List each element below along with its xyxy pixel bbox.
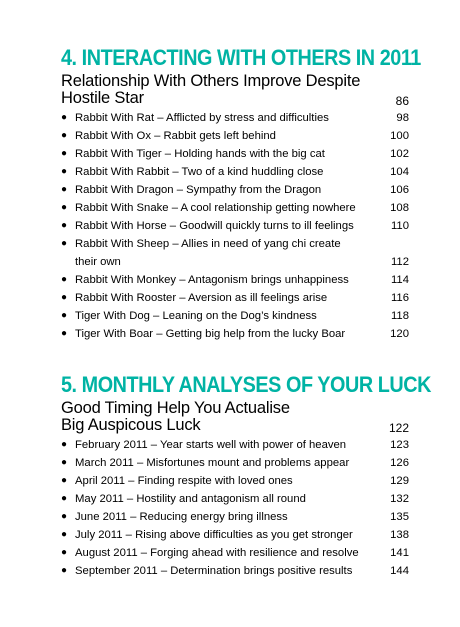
toc-entry [61, 325, 409, 343]
entry-title: February 2011 – Year starts well with power of heaven [75, 439, 347, 451]
toc-entry [61, 235, 409, 271]
toc-entry [61, 217, 409, 235]
entry-page-number: 98 [396, 112, 409, 124]
entry-page-number: 120 [390, 328, 409, 340]
entry-title: Rabbit With Dragon – Sympathy from the Dragon [75, 184, 322, 196]
toc-entry [61, 127, 409, 145]
entry-title: Rabbit With Horse – Goodwill quickly turns to ill feelings [75, 220, 354, 232]
entry-page-number: 144 [390, 565, 409, 577]
subtitle-line: Hostile Star [61, 89, 144, 107]
entry-page-number: 135 [390, 511, 409, 523]
entry-page-number: 129 [390, 475, 409, 487]
bullet-icon: ● [61, 148, 68, 159]
bullet-icon: ● [61, 184, 68, 195]
entry-page-number: 102 [390, 148, 409, 160]
entry-title: Tiger With Dog – Leaning on the Dog’s kindness [75, 310, 317, 322]
section-subtitle [61, 73, 409, 107]
toc-entry [61, 544, 409, 562]
entry-page-number: 110 [390, 220, 409, 232]
bullet-icon: ● [61, 310, 68, 321]
subtitle-line: Big Auspicous Luck [61, 416, 201, 434]
entry-page-number: 118 [390, 310, 409, 322]
bullet-icon: ● [61, 202, 68, 213]
entry-title: July 2011 – Rising above difficulties as you get stronger [75, 529, 353, 541]
bullet-icon: ● [61, 475, 68, 486]
entry-page-number: 123 [390, 439, 409, 451]
subtitle-line: Good Timing Help You Actualise [61, 399, 290, 417]
entry-title: April 2011 – Finding respite with loved ones [75, 475, 293, 487]
entry-title: Rabbit With Ox – Rabbit gets left behind [75, 130, 276, 142]
bullet-icon: ● [61, 238, 68, 249]
bullet-icon: ● [61, 292, 68, 303]
bullet-icon: ● [61, 328, 68, 339]
entry-page-number: 116 [390, 292, 409, 304]
toc-entry [61, 562, 409, 580]
bullet-icon: ● [61, 547, 68, 558]
entry-page-number: 138 [390, 529, 409, 541]
subtitle-page-number: 86 [395, 94, 409, 108]
entry-page-number: 100 [390, 130, 409, 142]
bullet-icon: ● [61, 529, 68, 540]
bullet-icon: ● [61, 493, 68, 504]
toc-entry [61, 199, 409, 217]
entry-list [61, 436, 409, 580]
bullet-icon: ● [61, 457, 68, 468]
section-title: 4. INTERACTING WITH OTHERS IN 2011 [61, 45, 421, 70]
section-title: 5. MONTHLY ANALYSES OF YOUR LUCK [61, 372, 431, 397]
entry-page-number: 126 [390, 457, 409, 469]
subtitle-line: Relationship With Others Improve Despite [61, 72, 361, 90]
toc-entry [61, 271, 409, 289]
subtitle-page-number: 122 [388, 421, 409, 435]
toc-entry [61, 145, 409, 163]
entry-title: Rabbit With Rabbit – Two of a kind huddling close [75, 166, 324, 178]
entry-title: Rabbit With Sheep – Allies in need of yang chi create [75, 238, 341, 250]
entry-page-number: 104 [390, 166, 409, 178]
entry-list [61, 109, 409, 343]
entry-page-number: 141 [390, 547, 409, 559]
entry-title: Tiger With Boar – Getting big help from the lucky Boar [75, 328, 346, 340]
toc-entry [61, 307, 409, 325]
entry-title: June 2011 – Reducing energy bring illness [75, 511, 288, 523]
bullet-icon: ● [61, 511, 68, 522]
toc-entry [61, 508, 409, 526]
section-monthly-analyses [61, 372, 431, 580]
toc-entry [61, 490, 409, 508]
entry-title: Rabbit With Monkey – Antagonism brings unhappiness [75, 274, 349, 286]
entry-page-number: 132 [390, 493, 409, 505]
toc-entry [61, 526, 409, 544]
entry-title: Rabbit With Rat – Afflicted by stress and difficulties [75, 112, 329, 124]
toc-entry [61, 454, 409, 472]
bullet-icon: ● [61, 220, 68, 231]
section-interacting-with-others [61, 45, 421, 343]
toc-entry [61, 163, 409, 181]
entry-title: August 2011 – Forging ahead with resilience and resolve [75, 547, 359, 559]
entry-title: May 2011 – Hostility and antagonism all round [75, 493, 306, 505]
entry-title: Rabbit With Snake – A cool relationship getting nowhere [75, 202, 356, 214]
bullet-icon: ● [61, 112, 68, 123]
toc-entry [61, 109, 409, 127]
entry-title: Rabbit With Rooster – Aversion as ill feelings arise [75, 292, 328, 304]
bullet-icon: ● [61, 274, 68, 285]
bullet-icon: ● [61, 130, 68, 141]
toc-entry [61, 289, 409, 307]
entry-title-continued: their own [75, 256, 121, 268]
toc-entry [61, 181, 409, 199]
bullet-icon: ● [61, 439, 68, 450]
entry-page-number: 114 [390, 274, 409, 286]
entry-title: Rabbit With Tiger – Holding hands with the big cat [75, 148, 325, 160]
entry-page-number: 112 [390, 256, 409, 268]
section-subtitle [61, 400, 409, 434]
bullet-icon: ● [61, 565, 68, 576]
toc-entry [61, 472, 409, 490]
entry-page-number: 108 [390, 202, 409, 214]
entry-title: March 2011 – Misfortunes mount and problems appear [75, 457, 350, 469]
bullet-icon: ● [61, 166, 68, 177]
entry-title: September 2011 – Determination brings positive results [75, 565, 353, 577]
entry-page-number: 106 [390, 184, 409, 196]
toc-entry [61, 436, 409, 454]
